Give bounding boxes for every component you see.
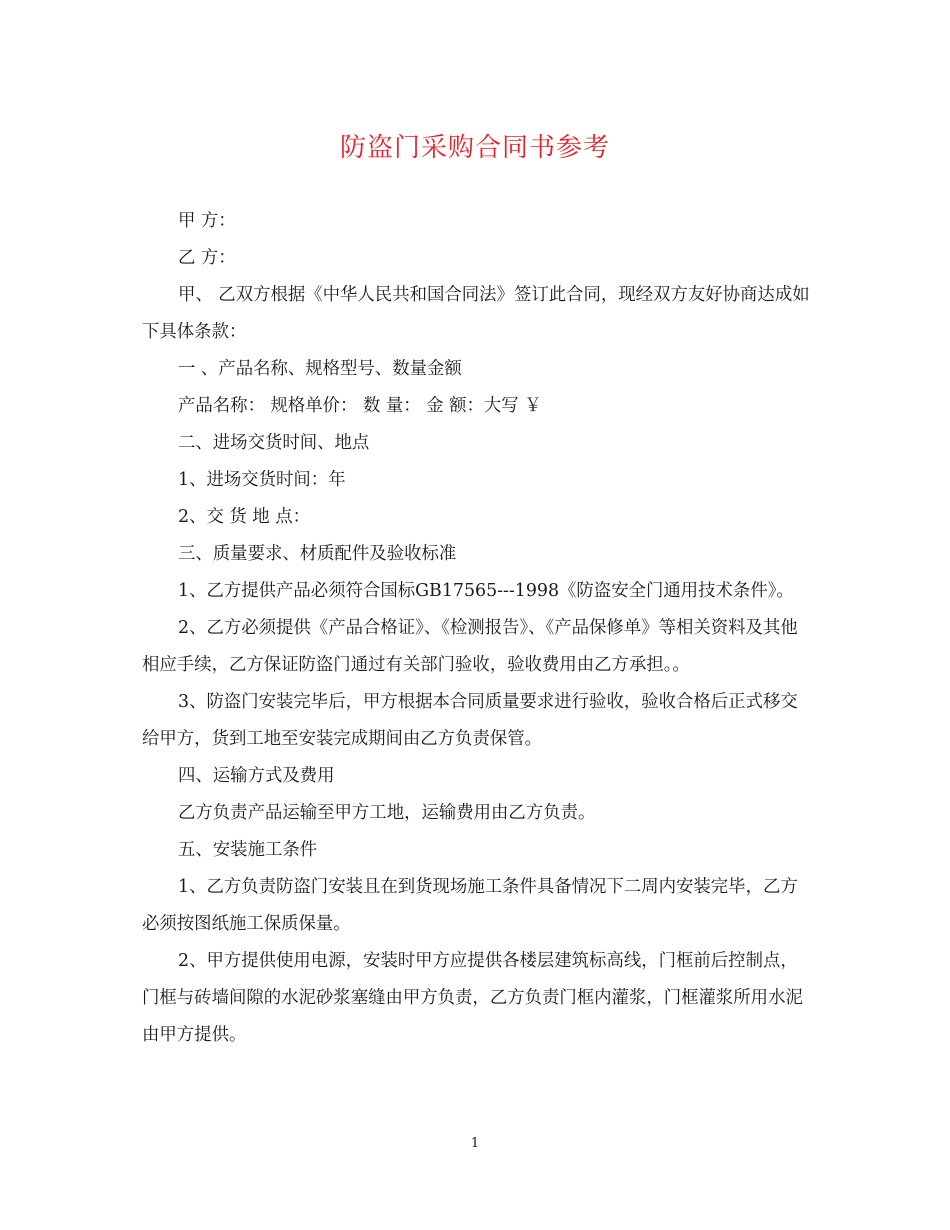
page-number: 1	[470, 1136, 480, 1151]
section-heading-2: 二、进场交货时间、地点	[178, 433, 370, 453]
document-title: 防盗门采购合同书参考	[339, 133, 610, 163]
paragraph-quality-2: 2、乙方必须提供《产品合格证》、《检测报告》、《产品保修单》等相关资料及其他相应手续，乙方保证防盗门通过有关部门验收，验收费用由乙方承担。。	[142, 618, 798, 675]
paragraph-delivery-place: 2、交 货 地 点：	[178, 507, 310, 527]
paragraph-install-1: 1、乙方负责防盗门安装且在到货现场施工条件具备情况下二周内安装完毕，乙方必须按图纸施工保质保量。	[142, 877, 798, 934]
paragraph-quality-3: 3、防盗门安装完毕后，甲方根据本合同质量要求进行验收，验收合格后正式移交给甲方，货到工地至安装完成期间由乙方负责保管。	[142, 692, 798, 749]
document-body	[142, 203, 810, 1054]
section-heading-5: 五、安装施工条件	[178, 840, 318, 860]
paragraph-install-2: 2、甲方提供使用电源，安装时甲方应提供各楼层建筑标高线，门框前后控制点，门框与砖墙间隙的水泥砂浆塞缝由甲方负责，乙方负责门框内灌浆，门框灌浆所用水泥由甲方提供。	[142, 951, 803, 1045]
paragraph-intro: 甲、 乙双方根据《中华人民共和国合同法》签订此合同，现经双方友好协商达成如下具体条款：	[142, 285, 810, 342]
paragraph-transport: 乙方负责产品运输至甲方工地，运输费用由乙方负责。	[178, 803, 596, 823]
paragraph-delivery-time: 1、进场交货时间：年	[178, 470, 346, 490]
paragraph-quality-1: 1、乙方提供产品必须符合国标GB17565---1998《防盗安全门通用技术条件》。	[178, 581, 794, 601]
section-heading-1: 一 、产品名称、规格型号、数量金额	[178, 359, 462, 379]
paragraph-party-b: 乙 方：	[178, 248, 236, 268]
paragraph-party-a: 甲 方：	[178, 211, 236, 231]
section-heading-4: 四、运输方式及费用	[178, 766, 335, 786]
paragraph-product-fields: 产品名称： 规格单价： 数 量： 金 额：大写 ￥	[178, 396, 542, 416]
section-heading-3: 三、质量要求、材质配件及验收标准	[178, 544, 457, 564]
